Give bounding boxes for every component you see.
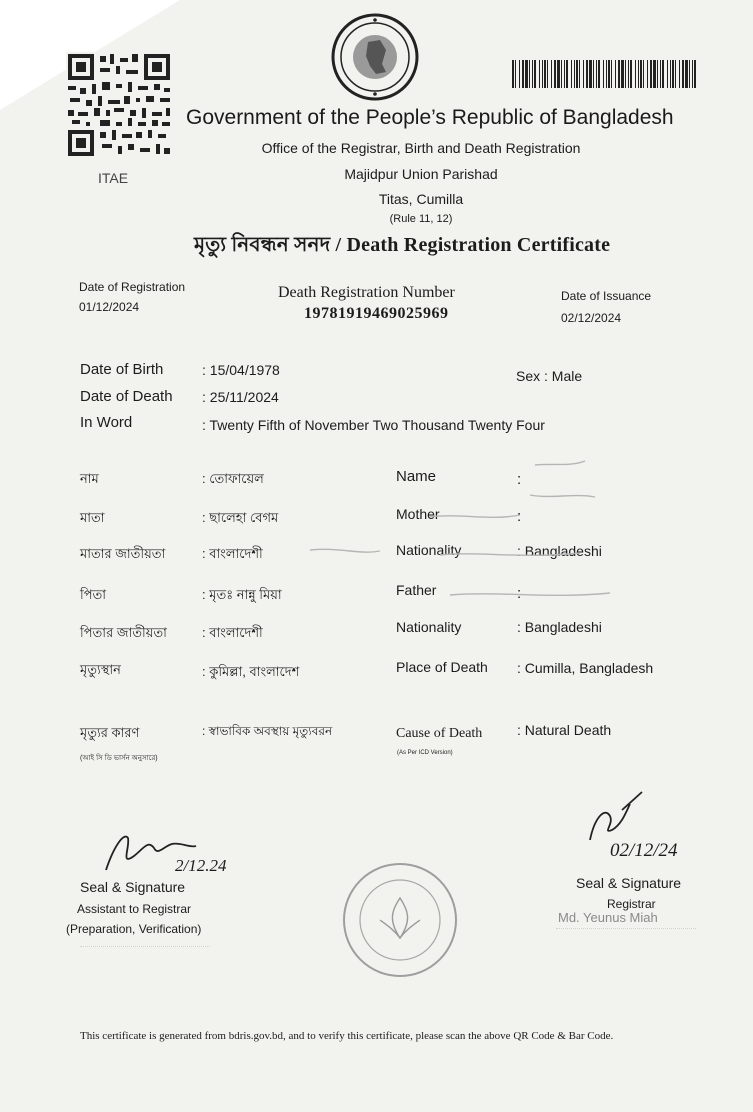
- location: Titas, Cumilla: [378, 191, 464, 207]
- barcode-bar: [628, 60, 629, 88]
- barcode-bar: [675, 60, 676, 88]
- barcode-bar: [657, 60, 658, 88]
- barcode-bar: [539, 60, 540, 88]
- barcode-bar: [611, 60, 612, 88]
- barcode-bar: [650, 60, 652, 88]
- assistant-seal-signature-label: Seal & Signature: [80, 879, 186, 895]
- footer-note: This certificate is generated from bdris.gov.bd, and to verify this certificate, please scan the above QR Code & Bar Code.: [80, 1030, 614, 1042]
- barcode-bar: [672, 60, 674, 88]
- assistant-stamp-faded: [80, 946, 210, 999]
- in-word-value: : Twenty Fifth of November Two Thousand Twenty Four: [202, 417, 545, 433]
- cause-of-death-bn-value: : স্বাভাবিক অবস্থায় মৃত্যুবরন: [202, 724, 333, 738]
- barcode-bar: [630, 60, 632, 88]
- sex-value: Sex : Male: [516, 368, 583, 384]
- barcode-bar: [621, 60, 624, 88]
- mother-bn-label: মাতা: [80, 510, 105, 525]
- father-bn-value: : মৃতঃ নান্নু মিয়া: [202, 587, 282, 602]
- barcode-bar: [529, 60, 530, 88]
- cause-of-death-en-label: Cause of Death: [396, 726, 483, 741]
- barcode-bar: [660, 60, 661, 88]
- barcode-bar: [515, 60, 516, 88]
- mother-nationality-en-value: : Bangladeshi: [517, 543, 602, 559]
- date-of-birth-label: Date of Birth: [80, 361, 164, 378]
- barcode-bar: [579, 60, 580, 88]
- barcode-bar: [512, 60, 514, 88]
- office-name: Office of the Registrar, Birth and Death Registration: [261, 140, 581, 156]
- barcode-bar: [667, 60, 668, 88]
- barcode-bar: [589, 60, 592, 88]
- place-of-death-bn-label: মৃত্যুস্থান: [80, 662, 121, 677]
- barcode-bar: [554, 60, 556, 88]
- father-en-label: Father: [396, 582, 437, 598]
- rule-reference: (Rule 11, 12): [389, 213, 453, 225]
- cause-of-death-en-value: : Natural Death: [517, 722, 612, 738]
- barcode-bar: [534, 60, 536, 88]
- barcode-bar: [670, 60, 671, 88]
- barcode-bar: [618, 60, 620, 88]
- assistant-role-sub: (Preparation, Verification): [66, 922, 202, 936]
- barcode-bar: [574, 60, 575, 88]
- barcode-bar: [566, 60, 568, 88]
- father-en-value: :: [517, 585, 522, 602]
- barcode-bar: [625, 60, 626, 88]
- date-of-registration: 01/12/2024: [79, 300, 140, 314]
- barcode-bar: [662, 60, 664, 88]
- barcode-bar: [615, 60, 616, 88]
- barcode-bar: [638, 60, 639, 88]
- barcode-bar: [586, 60, 588, 88]
- barcode-bar: [564, 60, 565, 88]
- date-of-registration-label: Date of Registration: [79, 280, 186, 294]
- registration-number: 19781919469025969: [304, 305, 449, 322]
- barcode-bar: [551, 60, 552, 88]
- barcode-bar: [643, 60, 644, 88]
- barcode-bar: [593, 60, 594, 88]
- barcode-bar: [583, 60, 584, 88]
- father-nationality-en-label: Nationality: [396, 619, 462, 635]
- cause-of-death-en-note: (As Per ICD Version): [397, 750, 453, 756]
- registrar-signature-icon: [582, 790, 652, 846]
- barcode-bar: [561, 60, 562, 88]
- qr-caption: ITAE: [98, 170, 129, 186]
- father-bn-label: পিতা: [80, 587, 107, 602]
- mother-en-label: Mother: [396, 506, 440, 522]
- mother-nationality-bn-label: মাতার জাতীয়তা: [80, 546, 166, 561]
- place-of-death-en-value: : Cumilla, Bangladesh: [517, 660, 654, 676]
- name-en-label: Name: [396, 468, 437, 485]
- barcode-bar: [571, 60, 572, 88]
- cause-of-death-bn-note: (আই সি ডি ভার্সন অনুসারে): [80, 755, 158, 762]
- barcode-bar: [542, 60, 543, 88]
- government-title: Government of the People’s Republic of Bangladesh: [186, 106, 674, 129]
- mother-nationality-bn-value: : বাংলাদেশী: [202, 546, 263, 561]
- father-nationality-bn-value: : বাংলাদেশী: [202, 625, 263, 640]
- assistant-role: Assistant to Registrar: [77, 902, 192, 916]
- name-bn-label: নাম: [80, 471, 99, 486]
- barcode-bar: [547, 60, 548, 88]
- barcode-bar: [692, 60, 693, 88]
- barcode-bar: [544, 60, 546, 88]
- barcode-bar: [522, 60, 524, 88]
- barcode[interactable]: [512, 60, 700, 88]
- barcode-bar: [606, 60, 607, 88]
- assistant-signature-date: 2/12.24: [175, 856, 227, 875]
- date-of-birth-value: : 15/04/1978: [202, 362, 280, 378]
- mother-nationality-en-label: Nationality: [396, 542, 462, 558]
- barcode-bar: [653, 60, 656, 88]
- qr-code[interactable]: [66, 52, 172, 158]
- barcode-bar: [519, 60, 520, 88]
- registrar-role: Registrar: [607, 897, 656, 911]
- barcode-bar: [679, 60, 680, 88]
- barcode-bar: [635, 60, 636, 88]
- father-nationality-en-value: : Bangladeshi: [517, 619, 602, 635]
- date-of-issuance: 02/12/2024: [561, 311, 622, 325]
- barcode-bar: [640, 60, 642, 88]
- registrar-seal-signature-label: Seal & Signature: [576, 875, 682, 891]
- place-of-death-bn-value: : কুমিল্লা, বাংলাদেশ: [202, 664, 300, 679]
- place-of-death-en-label: Place of Death: [396, 659, 488, 675]
- barcode-bar: [598, 60, 600, 88]
- name-bn-value: : তোফায়েল: [202, 471, 264, 486]
- barcode-bar: [694, 60, 696, 88]
- certificate-title: মৃত্যু নিবন্ধন সনদ / Death Registration Certificate: [194, 234, 611, 256]
- barcode-bar: [532, 60, 533, 88]
- date-of-issuance-label: Date of Issuance: [561, 289, 652, 303]
- barcode-bar: [689, 60, 690, 88]
- government-seal-icon: [330, 12, 420, 102]
- redaction-scribbles: [280, 455, 620, 605]
- registrar-stamp-faded: [556, 928, 696, 979]
- registrar-name: Md. Yeunus Miah: [558, 910, 658, 925]
- barcode-bar: [557, 60, 560, 88]
- name-en-value: :: [517, 471, 522, 488]
- barcode-bar: [596, 60, 597, 88]
- in-word-label: In Word: [80, 414, 133, 431]
- barcode-bar: [685, 60, 688, 88]
- father-nationality-bn-label: পিতার জাতীয়তা: [80, 625, 167, 640]
- union-parishad-seal-icon: [340, 860, 460, 980]
- barcode-bar: [525, 60, 528, 88]
- mother-en-value: :: [517, 508, 522, 525]
- barcode-bar: [603, 60, 604, 88]
- barcode-bar: [682, 60, 684, 88]
- barcode-bar: [576, 60, 578, 88]
- registrar-signature-date: 02/12/24: [610, 840, 678, 861]
- date-of-death-value: : 25/11/2024: [202, 389, 279, 405]
- barcode-bar: [608, 60, 610, 88]
- union-name: Majidpur Union Parishad: [344, 166, 498, 182]
- cause-of-death-bn-label: মৃত্যুর কারণ: [80, 725, 140, 740]
- registration-number-label: Death Registration Number: [278, 284, 455, 301]
- date-of-death-label: Date of Death: [80, 388, 173, 405]
- mother-bn-value: : ছালেহা বেগম: [202, 510, 279, 525]
- barcode-bar: [647, 60, 648, 88]
